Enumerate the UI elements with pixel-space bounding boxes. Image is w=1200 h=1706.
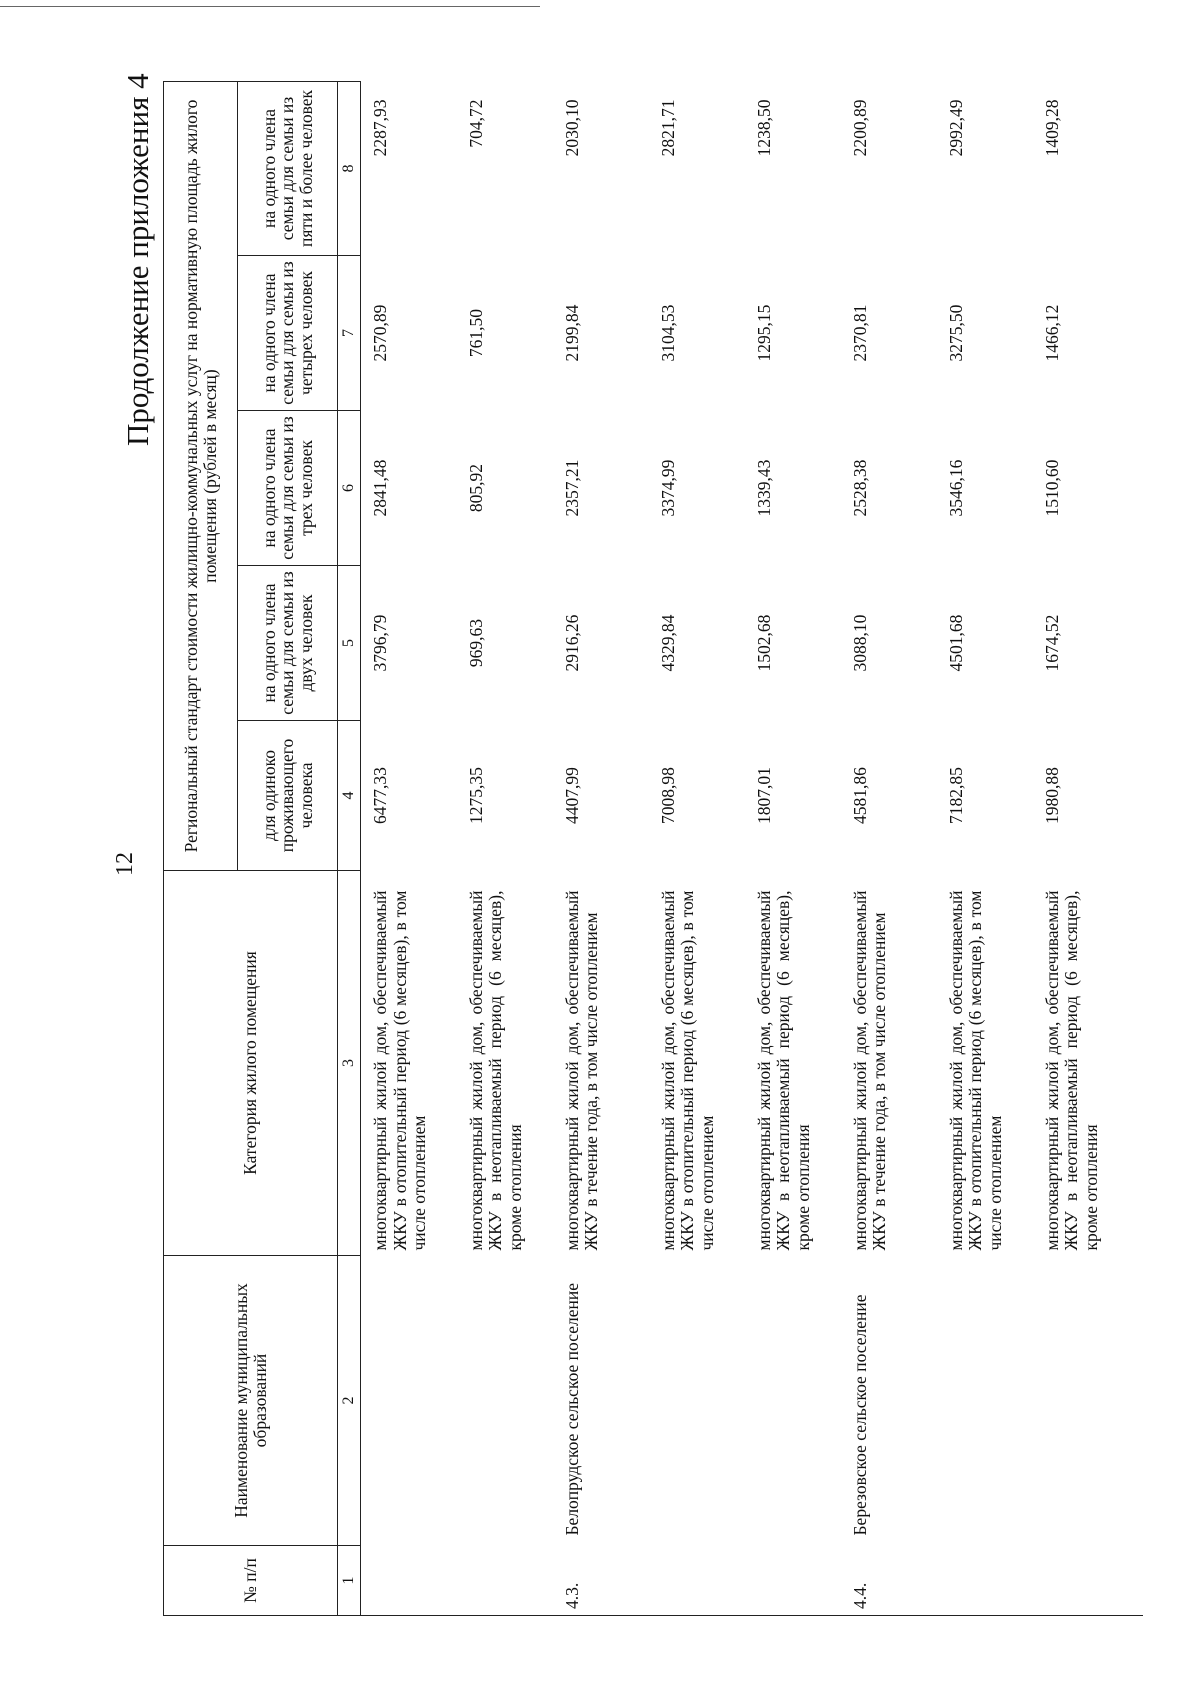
value-five-plus: 2992,49 <box>945 99 966 157</box>
value-five-plus: 2030,10 <box>561 99 582 157</box>
value-single: 4581,86 <box>849 767 870 824</box>
row-category: многоквартирный жилой дом, обеспечиваемый ЖКУ в неотапливаемый период (6 месяцев), кроме отопления <box>465 890 525 1251</box>
row-number <box>745 1546 841 1616</box>
value-five-plus: 704,72 <box>465 99 486 148</box>
header-col8: на одного члена семьи для семьи из пяти и более человек <box>238 82 338 256</box>
value-three-person: 1510,60 <box>1041 459 1062 517</box>
row-category: многоквартирный жилой дом, обеспечиваемый ЖКУ в отопительный период (6 месяцев), в том числе отоплением <box>945 890 1005 1251</box>
value-single: 7008,98 <box>657 767 678 824</box>
value-five-plus: 1409,28 <box>1041 99 1062 157</box>
row-municipality <box>361 1256 457 1546</box>
column-number: 6 <box>338 411 361 566</box>
row-municipality <box>745 1256 841 1546</box>
value-three-person: 805,92 <box>465 463 486 513</box>
value-five-plus: 2287,93 <box>370 99 390 157</box>
value-four-person: 1466,12 <box>1041 304 1062 362</box>
row-municipality <box>937 1256 1033 1546</box>
header-col5: на одного члена семьи для семьи из двух человек <box>238 566 338 721</box>
row-number <box>937 1546 1033 1616</box>
row-category: многоквартирный жилой дом, обеспечиваемый ЖКУ в отопительный период (6 месяцев), в том числе отоплением <box>370 890 430 1251</box>
column-number: 5 <box>338 566 361 721</box>
value-three-person: 3546,16 <box>945 459 966 517</box>
value-five-plus: 2821,71 <box>657 99 678 157</box>
value-single: 4407,99 <box>561 767 582 824</box>
value-two-person: 969,63 <box>465 618 486 668</box>
value-three-person: 2841,48 <box>370 459 390 517</box>
table-row <box>553 82 649 1616</box>
row-municipality <box>649 1256 745 1546</box>
appendix-title: Продолжение приложения 4 <box>120 73 155 446</box>
row-category: многоквартирный жилой дом, обеспечиваемый ЖКУ в течение года, в том числе отоплением <box>849 890 890 1251</box>
row-number <box>361 1546 457 1616</box>
value-four-person: 3104,53 <box>657 304 678 362</box>
value-single: 1807,01 <box>753 767 774 824</box>
value-three-person: 2357,21 <box>561 459 582 517</box>
value-three-person: 2528,38 <box>849 459 870 517</box>
row-category: многоквартирный жилой дом, обеспечиваемый ЖКУ в течение года, в том числе отоплением <box>561 890 602 1251</box>
value-three-person: 3374,99 <box>657 459 678 517</box>
header-num: № п/п <box>164 1546 338 1616</box>
header-standard: Региональный стандарт стоимости жилищно-коммунальных услуг на нормативную площадь жилого помещения (рублей в месяц) <box>164 82 238 871</box>
column-number: 8 <box>338 82 361 256</box>
table-row <box>457 82 553 1616</box>
value-three-person: 1339,43 <box>753 459 774 517</box>
row-municipality <box>457 1256 553 1546</box>
value-four-person: 3275,50 <box>945 304 966 362</box>
column-number: 7 <box>338 256 361 411</box>
column-number-row <box>338 82 361 1616</box>
value-two-person: 1502,68 <box>753 614 774 672</box>
row-municipality: Белопрудское сельское поселение <box>561 1283 582 1536</box>
value-two-person: 3796,79 <box>370 614 390 672</box>
column-number: 1 <box>338 1546 361 1616</box>
value-four-person: 2370,81 <box>849 304 870 362</box>
row-category: многоквартирный жилой дом, обеспечиваемый ЖКУ в неотапливаемый период (6 месяцев), кроме отопления <box>1041 890 1101 1251</box>
row-number: 4.4. <box>841 1546 937 1616</box>
column-number: 2 <box>338 1256 361 1546</box>
value-single: 1980,88 <box>1041 767 1062 824</box>
row-number <box>457 1546 553 1616</box>
value-single: 7182,85 <box>945 767 966 824</box>
row-municipality: Березовское сельское поселение <box>849 1294 870 1536</box>
cost-standard-table <box>163 81 1143 1616</box>
column-number: 4 <box>338 721 361 871</box>
value-four-person: 2570,89 <box>370 304 390 362</box>
value-two-person: 4501,68 <box>945 614 966 672</box>
value-two-person: 1674,52 <box>1041 614 1062 672</box>
table-row <box>649 82 745 1616</box>
header-col4: для одиноко проживающего человека <box>238 721 338 871</box>
table-row <box>1033 82 1143 1616</box>
row-number: 4.3. <box>553 1546 649 1616</box>
value-two-person: 2916,26 <box>561 614 582 672</box>
value-single: 6477,33 <box>370 767 390 824</box>
row-category: многоквартирный жилой дом, обеспечиваемый ЖКУ в отопительный период (6 месяцев), в том числе отоплением <box>657 890 717 1251</box>
row-number <box>649 1546 745 1616</box>
value-single: 1275,35 <box>465 767 486 824</box>
table-row <box>937 82 1033 1616</box>
page-number: 12 <box>112 852 138 876</box>
header-category: Категория жилого помещения <box>164 871 338 1256</box>
value-five-plus: 1238,50 <box>753 99 774 157</box>
row-number <box>1033 1546 1143 1616</box>
value-two-person: 4329,84 <box>657 614 678 672</box>
value-four-person: 1295,15 <box>753 304 774 362</box>
header-col6: на одного члена семьи для семьи из трех человек <box>238 411 338 566</box>
row-category: многоквартирный жилой дом, обеспечиваемый ЖКУ в неотапливаемый период (6 месяцев), кроме отопления <box>753 890 813 1251</box>
header-col7: на одного члена семьи для семьи из четырех человек <box>238 256 338 411</box>
row-municipality <box>1033 1256 1143 1546</box>
value-four-person: 761,50 <box>465 308 486 358</box>
header-municipality: Наименование муниципальных образований <box>164 1256 338 1546</box>
table-row <box>361 82 457 1616</box>
value-five-plus: 2200,89 <box>849 99 870 157</box>
table-row <box>745 82 841 1616</box>
table-row <box>841 82 937 1616</box>
value-two-person: 3088,10 <box>849 614 870 672</box>
rotated-page <box>0 6 1200 1706</box>
value-four-person: 2199,84 <box>561 304 582 362</box>
column-number: 3 <box>338 871 361 1256</box>
